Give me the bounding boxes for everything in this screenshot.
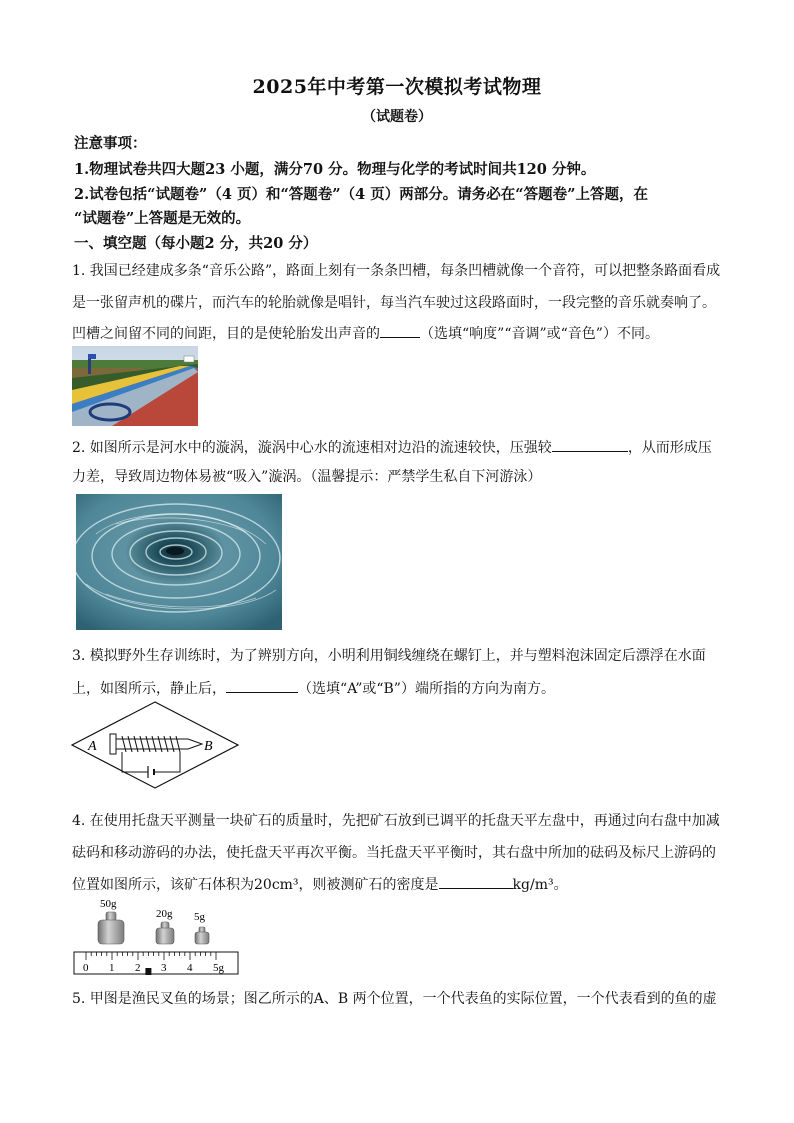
whirlpool-photo	[76, 494, 282, 630]
q3-line-1: 3. 模拟野外生存训练时，为了辨别方向，小明利用铜线缠绕在螺钉上，并与塑料泡沫固定后漂浮在水面	[72, 648, 706, 664]
notice-item-2-line-1: 2.试卷包括“试题卷”（4 页）和“答题卷”（4 页）两部分。请务必在“答题卷”上答题，在	[74, 186, 648, 203]
rider-marker	[145, 968, 151, 975]
q2-text-before: 2. 如图所示是河水中的漩涡，漩涡中心水的流速相对边沿的流速较快，压强较	[72, 440, 552, 456]
weight-50g-knob	[106, 912, 116, 921]
q3-text-after: （选填“A”或“B”）端所指的方向为南方。	[298, 681, 555, 697]
q1-line-3	[72, 322, 659, 343]
balance-weights-diagram	[72, 894, 240, 978]
q4-line-3	[72, 873, 568, 894]
ruler-tick-label: 4	[187, 962, 193, 974]
q4-text-after: kg/m³。	[512, 877, 568, 893]
q5-line-1: 5. 甲图是渔民叉鱼的场景；图乙所示的A、B 两个位置，一个代表鱼的实际位置，一个代表看到的鱼的虚	[72, 991, 717, 1007]
music-road-photo	[72, 346, 198, 426]
label-a: A	[88, 739, 97, 754]
weight-50g	[98, 920, 124, 944]
q2-answer-blank	[552, 436, 628, 452]
q1-answer-blank	[380, 322, 420, 338]
ruler-tick-label: 5g	[213, 962, 224, 974]
notice-item-1: 1.物理试卷共四大题23 小题，满分70 分。物理与化学的考试时间共120 分钟。	[74, 161, 596, 178]
q3-text-before: 上，如图所示，静止后，	[72, 681, 226, 697]
q2-line-1	[72, 436, 712, 457]
exam-title: 2025年中考第一次模拟考试物理	[252, 76, 542, 98]
q2-line-2: 力差，导致周边物体易被“吸入”漩涡。（温馨提示：严禁学生私自下河游泳）	[72, 469, 542, 485]
label-b: B	[204, 739, 213, 754]
q3-answer-blank	[226, 677, 298, 693]
ruler-tick-label: 1	[109, 962, 115, 974]
q1-line-1: 1. 我国已经建成多条“音乐公路”，路面上刻有一条条凹槽，每条凹槽就像一个音符，可以把整条路面看成	[72, 263, 721, 279]
section-1-heading: 一、填空题（每小题2 分，共20 分）	[74, 235, 318, 252]
q4-text-before: 位置如图所示，该矿石体积为20cm³，则被测矿石的密度是	[72, 877, 439, 893]
q1-text-after: （选填“响度”“音调”或“音色”）不同。	[420, 326, 659, 342]
q4-answer-blank	[439, 873, 513, 889]
floating-compass-diagram	[70, 700, 240, 790]
q2-text-after: ，从而形成压	[627, 440, 712, 456]
q4-line-1: 4. 在使用托盘天平测量一块矿石的质量时，先把矿石放到已调平的托盘天平左盘中，再通过向右盘中加减	[72, 813, 720, 829]
exam-subtitle: （试题卷）	[362, 109, 432, 125]
ruler-tick-label: 2	[135, 962, 141, 974]
weight-5g	[195, 932, 209, 944]
q1-text-before: 凹槽之间留不同的间距，目的是使轮胎发出声音的	[72, 326, 380, 342]
weight-label-5g: 5g	[194, 911, 205, 923]
notice-heading: 注意事项：	[74, 135, 147, 152]
ruler-tick-label: 0	[83, 962, 89, 974]
q3-line-2	[72, 677, 555, 698]
weight-20g	[156, 928, 174, 944]
ruler-tick-label: 3	[161, 962, 167, 974]
q4-line-2: 砝码和移动游码的办法，使托盘天平再次平衡。当托盘天平平衡时，其右盘中所加的砝码及标尺上游码的	[72, 845, 716, 861]
weight-label-50g: 50g	[100, 898, 117, 910]
weight-label-20g: 20g	[156, 908, 173, 920]
notice-item-2-line-2: “试题卷”上答题是无效的。	[74, 210, 251, 227]
q1-line-2: 是一张留声机的碟片，而汽车的轮胎就像是唱针，每当汽车驶过这段路面时，一段完整的音乐就奏响了。	[72, 295, 716, 311]
